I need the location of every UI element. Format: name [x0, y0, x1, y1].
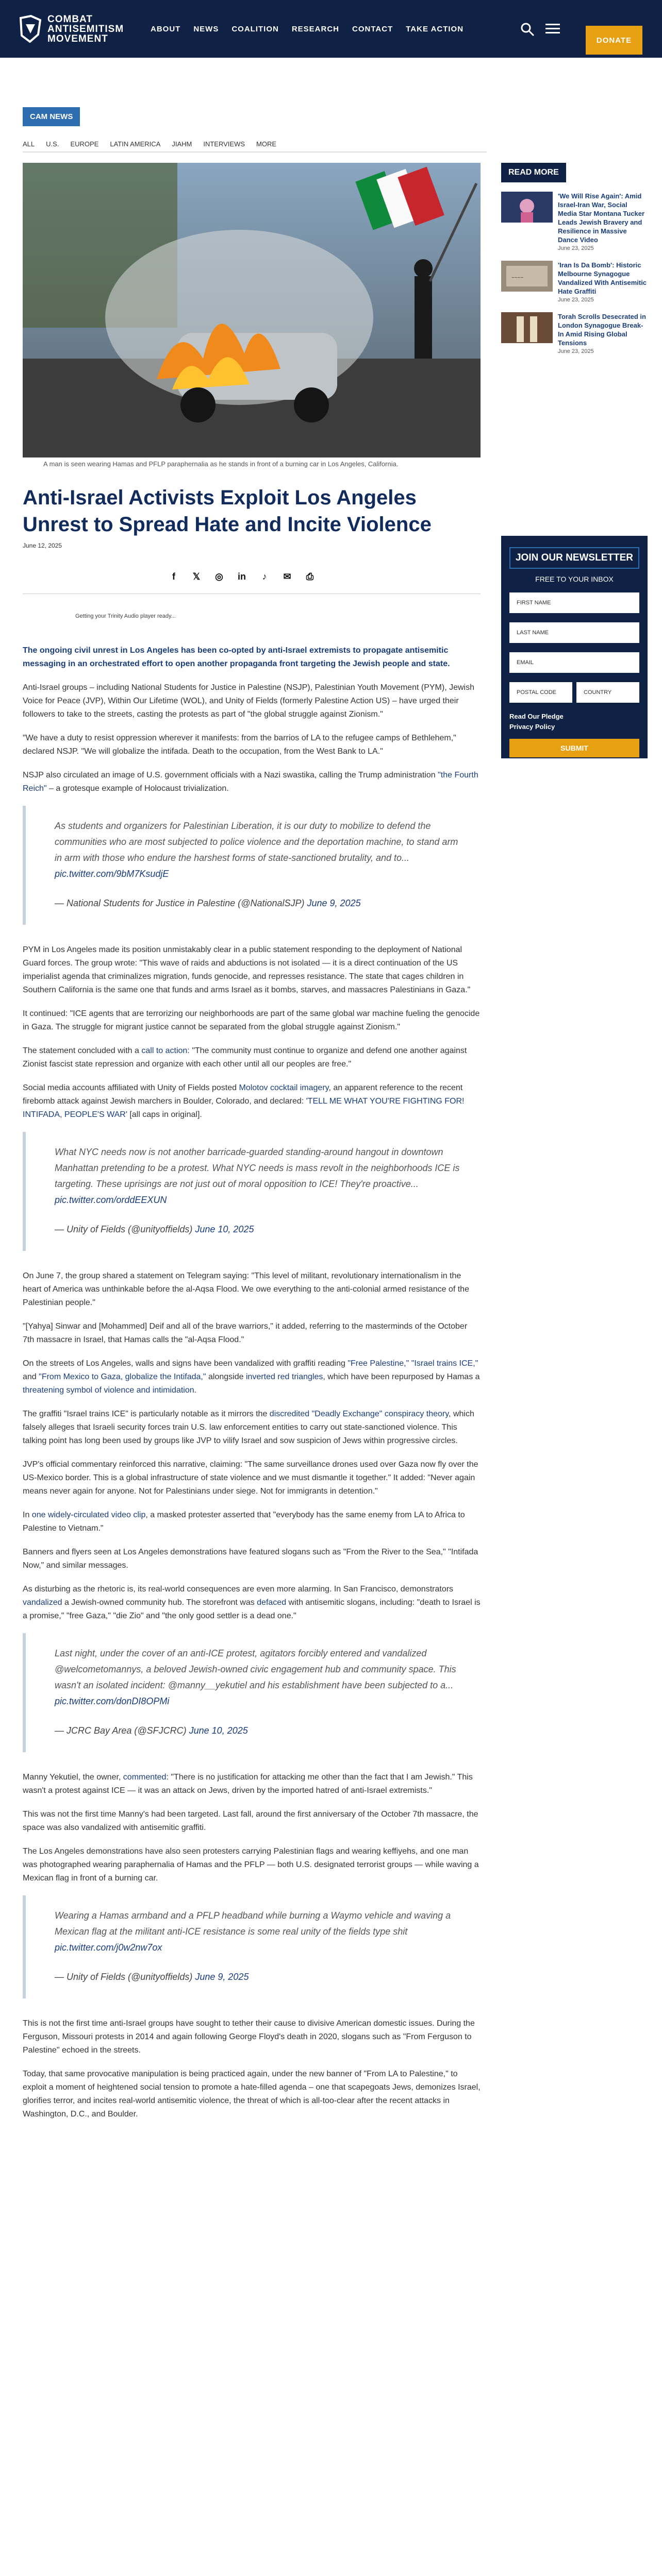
article-paragraph: As disturbing as the rhetoric is, its real-world consequences are even more alarming. In San Francisco, demonstrators vandalized a Jewish-owned community hub. The storefront was defaced with antisemitic slogans, including: "death to Israel is a promise," "free Gaza," "die Zio" and "the only good settler is a dead one." — [23, 1585, 481, 1620]
inline-link[interactable]: Molotov cocktail imagery — [239, 1083, 329, 1092]
menu-icon[interactable] — [545, 23, 560, 35]
privacy-link[interactable]: Privacy Policy — [509, 723, 555, 731]
inline-link[interactable]: "Free Palestine," — [347, 1359, 409, 1368]
embedded-tweet: Wearing a Hamas armband and a PFLP headband while burning a Waymo vehicle and waving a Mexican flag at the militant anti-ICE resistance is some real unity of the fields type shit pic.twitter.com/j0w2nw7ox — Unity of Fields (@unityoffields) June 9, 2025 — [23, 1895, 481, 1998]
nav-coalition[interactable]: COALITION — [231, 24, 279, 33]
x-icon[interactable]: 𝕏 — [192, 571, 201, 582]
section-badge[interactable]: CAM NEWS — [23, 107, 80, 126]
audio-player-notice[interactable]: Getting your Trinity Audio player ready... — [75, 613, 176, 619]
article-paragraph: Anti-Israel groups – including National Students for Justice in Palestine (NSJP), Palestinian Youth Movement (PYM), Jewish Voice for Peace (JVP), Within Our Lifetime (WOL), and Unity of Fields (formerly Palestine Action US) – have urged their followers to take to the streets, casting the protests as part of "the global struggle against Zionism." — [23, 683, 474, 719]
facebook-icon[interactable]: f — [172, 571, 175, 582]
inline-link[interactable]: inverted red triangles — [245, 1372, 323, 1381]
read-more-title[interactable]: 'Iran Is Da Bomb': Historic Melbourne Synagogue Vandalized With Antisemitic Hate Graffiti — [558, 261, 647, 295]
tweet-date-link[interactable]: June 9, 2025 — [307, 898, 361, 908]
tweet-date-link[interactable]: June 10, 2025 — [195, 1224, 254, 1234]
article-paragraph: "We have a duty to resist oppression wherever it manifests: from the barrios of LA to the refugee camps of Bethlehem," declared NSJP. "We will globalize the intifada. Death to the occupation, from the West Bank to LA." — [23, 734, 456, 756]
email-icon[interactable]: ✉ — [283, 571, 291, 582]
article-paragraph: In one widely-circulated video clip, a masked protester asserted that "everybody has the same enemy from LA to Africa to Palestine to Vietnam." — [23, 1511, 465, 1533]
postal-code-field[interactable]: POSTAL CODE — [509, 682, 572, 703]
inline-link[interactable]: vandalized — [23, 1598, 62, 1607]
article-thumbnail — [501, 312, 553, 343]
article-paragraph: JVP's official commentary reinforced this narrative, claiming: "The same surveillance drones used over Gaza now fly over the US-Mexico border. This is a global infrastructure of state violence and we must dismantle it together." It added: "Never again means never again for anyone. Not for Palestinians under siege. Not for immigrants in detention." — [23, 1460, 478, 1496]
article-thumbnail — [501, 192, 553, 223]
article-paragraph: Social media accounts affiliated with Unity of Fields posted Molotov cocktail imagery, an apparent reference to the recent firebomb attack against Jewish marchers in Boulder, Colorado, and declared: 'TELL ME WHAT YOU'RE FIGHTING FOR! INTIFADA, PEOPLE'S WAR' [all caps in original]. — [23, 1083, 465, 1119]
article-paragraph: On the streets of Los Angeles, walls and signs have been vandalized with graffiti reading "Free Palestine," "Israel trains ICE," and "From Mexico to Gaza, globalize the Intifada," alongside inverted red triangles, which have been repurposed by Hamas a threatening symbol of violence and intimidation. — [23, 1359, 480, 1395]
article-body — [23, 644, 481, 2131]
whatsapp-icon[interactable]: ◎ — [215, 571, 223, 582]
inline-link[interactable]: commented — [123, 1773, 167, 1782]
read-more-heading: READ MORE — [501, 163, 566, 182]
tab-more[interactable]: MORE — [256, 140, 277, 148]
article-paragraph: The statement concluded with a call to action: "The community must continue to organize and defend one another against Zionist fascist state repression and organize with each other until all our peoples are free." — [23, 1046, 467, 1069]
article-paragraph: The Los Angeles demonstrations have also seen protesters carrying Palestinian flags and wearing keffiyehs, and one man was photographed wearing paraphernalia of Hamas and the PFLP — both U.S. designated terrorist groups — while waving a Mexican flag in front of a burning car. — [23, 1847, 479, 1883]
article-paragraph: It continued: "ICE agents that are terrorizing our neighborhoods are part of the same global war machine fueling the genocide in Gaza. The struggle for migrant justice cannot be separated from the global struggle against Zionism." — [23, 1009, 480, 1031]
inline-link[interactable]: "From Mexico to Gaza, globalize the Intifada," — [39, 1372, 206, 1381]
embedded-tweet: What NYC needs now is not another barricade-guarded standing-around hangout in downtown Manhattan pretending to be a protest. What NYC needs is mass revolt in the neighborhoods ICE is targeting. These uprisings are not just out of moral opposition to ICE! They're proactive... pic.twitter.com/orddEEXUN — Unity of Fields (@unityoffields) June 10, 2025 — [23, 1132, 481, 1251]
article-paragraph: This was not the first time Manny's had been targeted. Last fall, around the first anniversary of the October 7th massacre, the space was also vandalized with antisemitic graffiti. — [23, 1810, 478, 1832]
article-paragraph: Banners and flyers seen at Los Angeles demonstrations have featured slogans such as "From the River to the Sea," "Intifada Now," and similar messages. — [23, 1548, 478, 1570]
article-paragraph: NSJP also circulated an image of U.S. government officials with a Nazi swastika, calling the Trump administration "the Fourth Reich" – a grotesque example of Holocaust trivialization. — [23, 771, 478, 793]
tab-us[interactable]: U.S. — [46, 140, 59, 148]
nav-contact[interactable]: CONTACT — [352, 24, 393, 33]
share-bar — [168, 571, 316, 582]
tweet-date-link[interactable]: June 9, 2025 — [195, 1972, 249, 1982]
inline-link[interactable]: defaced — [257, 1598, 287, 1607]
inline-link[interactable]: "Israel trains ICE," — [411, 1359, 478, 1368]
linkedin-icon[interactable]: in — [238, 571, 246, 582]
read-more-item[interactable] — [501, 192, 648, 251]
newsletter-box — [501, 536, 648, 758]
read-more-date: June 23, 2025 — [558, 348, 594, 354]
inline-link[interactable]: threatening symbol of violence and intimidation — [23, 1386, 194, 1395]
svg-text:~~~~: ~~~~ — [511, 275, 524, 281]
hero-caption: A man is seen wearing Hamas and PFLP paraphernalia as he stands in front of a burning car in Los Angeles, California. — [43, 460, 399, 468]
inline-link[interactable]: call to action — [141, 1046, 188, 1055]
article-paragraph: The graffiti "Israel trains ICE" is particularly notable as it mirrors the discredited "Deadly Exchange" conspiracy theory, which falsely alleges that Israeli security forces train U.S. law enforcement entities to carry out state-sanctioned violence. This talking point has long been used by groups like JVP to vilify Israel and sow suspicion of Jews within progressive circles. — [23, 1410, 474, 1445]
pledge-link[interactable]: Read Our Pledge — [509, 713, 564, 720]
tweet-pic-link[interactable]: pic.twitter.com/j0w2nw7ox — [55, 1942, 162, 1953]
tab-all[interactable]: ALL — [23, 140, 35, 148]
article-thumbnail — [501, 261, 553, 292]
first-name-field[interactable]: FIRST NAME — [509, 592, 639, 613]
inline-link[interactable]: discredited "Deadly Exchange" conspiracy theory — [269, 1410, 449, 1418]
read-more-date: June 23, 2025 — [558, 297, 594, 303]
last-name-field[interactable]: LAST NAME — [509, 622, 639, 643]
nav-about[interactable]: ABOUT — [151, 24, 181, 33]
article-date: June 12, 2025 — [23, 542, 62, 549]
tab-interviews[interactable]: INTERVIEWS — [203, 140, 245, 148]
site-logo[interactable] — [18, 14, 124, 44]
hero-image — [23, 163, 481, 457]
tweet-pic-link[interactable]: pic.twitter.com/orddEEXUN — [55, 1195, 167, 1205]
inline-link[interactable]: "the Fourth Reich" — [23, 771, 478, 793]
submit-button[interactable]: SUBMIT — [509, 739, 639, 757]
category-tabs — [23, 140, 276, 148]
article-lead: The ongoing civil unrest in Los Angeles has been co-opted by anti-Israel extremists to propagate antisemitic messaging in an orchestrated effort to open another propaganda front targeting the Jewish people and state. — [23, 646, 450, 668]
nav-take-action[interactable]: TAKE ACTION — [406, 24, 464, 33]
tweet-date-link[interactable]: June 10, 2025 — [189, 1725, 248, 1736]
tiktok-icon[interactable]: ♪ — [262, 571, 267, 582]
article-paragraph: PYM in Los Angeles made its position unmistakably clear in a public statement responding to the deployment of National Guard forces. The group wrote: "This wave of raids and abductions is not isolated — it is a direct continuation of the US imperialist agenda that criminalizes migration, funds genocide, and represses resistance. The state that cages children in Southern California is the same one that funds and arms Israel as it bombs, starves, and massacres Palestinians in Gaza." — [23, 945, 471, 994]
article-paragraph: Today, that same provocative manipulation is being practiced again, under the new banner of "From LA to Palestine," to exploit a moment of heightened social tension to promote a hate-filled agenda – one that scapegoats Jews, demonizes Israel, glorifies terror, and incites real-world antisemitic violence, the threat of which is all-too-clear after the recent attacks in Washington, D.C., and Boulder. — [23, 2070, 481, 2119]
search-icon[interactable] — [520, 22, 535, 37]
logo-mark-icon — [18, 15, 43, 43]
article-paragraph: "[Yahya] Sinwar and [Mohammed] Deif and all of the brave warriors," it added, referring to the masterminds of the October 7th massacre in Israel, that Hamas calls the "al-Aqsa Flood." — [23, 1322, 468, 1344]
tweet-pic-link[interactable]: pic.twitter.com/donDI8OPMi — [55, 1696, 170, 1706]
inline-link[interactable]: one widely-circulated video clip — [31, 1511, 146, 1519]
nav-news[interactable]: NEWS — [193, 24, 219, 33]
country-field[interactable]: COUNTRY — [576, 682, 639, 703]
donate-button[interactable]: DONATE — [586, 26, 642, 55]
tab-europe[interactable]: EUROPE — [70, 140, 99, 148]
article-paragraph: This is not the first time anti-Israel groups have sought to tether their cause to divisive American domestic issues. During the Ferguson, Missouri protests in 2014 and again following George Floyd's death in 2020, slogans such as "From Ferguson to Palestine" echoed in the streets. — [23, 2019, 475, 2055]
logo-text: COMBAT ANTISEMITISM MOVEMENT — [47, 13, 124, 44]
embedded-tweet: As students and organizers for Palestinian Liberation, it is our duty to mobilize to defend the communities who are most subjected to police violence and the deportation machine, to stand arm in arm with those who endure the harshest forms of state-sanctioned brutality, and to... pic.twitter.com/9bM7KsudjE — National Students for Justice in Palestine (@NationalSJP) June 9, 2025 — [23, 806, 481, 925]
read-more-title[interactable]: Torah Scrolls Desecrated in London Synagogue Break-In Amid Rising Global Tensions — [558, 313, 646, 347]
print-icon[interactable]: ⎙ — [306, 571, 314, 582]
tab-latin-america[interactable]: LATIN AMERICA — [110, 140, 161, 148]
inline-link[interactable]: 'TELL ME WHAT YOU'RE FIGHTING FOR! INTIFADA, PEOPLE'S WAR' — [23, 1097, 465, 1119]
email-field[interactable]: EMAIL — [509, 652, 639, 673]
read-more-item[interactable] — [501, 312, 648, 354]
tweet-pic-link[interactable]: pic.twitter.com/9bM7KsudjE — [55, 869, 169, 879]
main-nav — [151, 0, 464, 58]
read-more-title[interactable]: 'We Will Rise Again': Amid Israel-Iran War, Social Media Star Montana Tucker Leads Jewish Bravery and Resilience in Massive Dance Video — [558, 192, 645, 244]
newsletter-title: JOIN OUR NEWSLETTER — [509, 547, 639, 569]
article-paragraph: Manny Yekutiel, the owner, commented: "There is no justification for attacking me other than the fact that I am Jewish." This wasn't a protest against ICE — it was an attack on Jews, driven by the imported hatred of anti-Israel extremists." — [23, 1773, 473, 1795]
divider — [23, 151, 487, 152]
tab-jiahm[interactable]: JIAHM — [172, 140, 192, 148]
newsletter-subtitle: FREE TO YOUR INBOX — [535, 575, 614, 583]
read-more-date: June 23, 2025 — [558, 245, 594, 251]
read-more-item[interactable] — [501, 261, 648, 303]
nav-research[interactable]: RESEARCH — [291, 24, 340, 33]
article-paragraph: On June 7, the group shared a statement on Telegram saying: "This level of militant, revolutionary internationalism in the heart of America was unthinkable before the al-Aqsa Flood. We owe everything to the anti-colonial armed resistance of the Palestinian people." — [23, 1272, 469, 1307]
site-header — [0, 0, 662, 58]
embedded-tweet: Last night, under the cover of an anti-ICE protest, agitators forcibly entered and vandalized @welcometomannys, a beloved Jewish-owned civic engagement hub and community space. This wasn't an isolated incident: @manny__yekutiel and his establishment have been subjected to a... pic.twitter.com/donDI8OPMi — JCRC Bay Area (@SFJCRC) June 10, 2025 — [23, 1633, 481, 1752]
article-title: Anti-Israel Activists Exploit Los Angeles Unrest to Spread Hate and Incite Violence — [23, 486, 432, 536]
sidebar — [501, 163, 648, 354]
